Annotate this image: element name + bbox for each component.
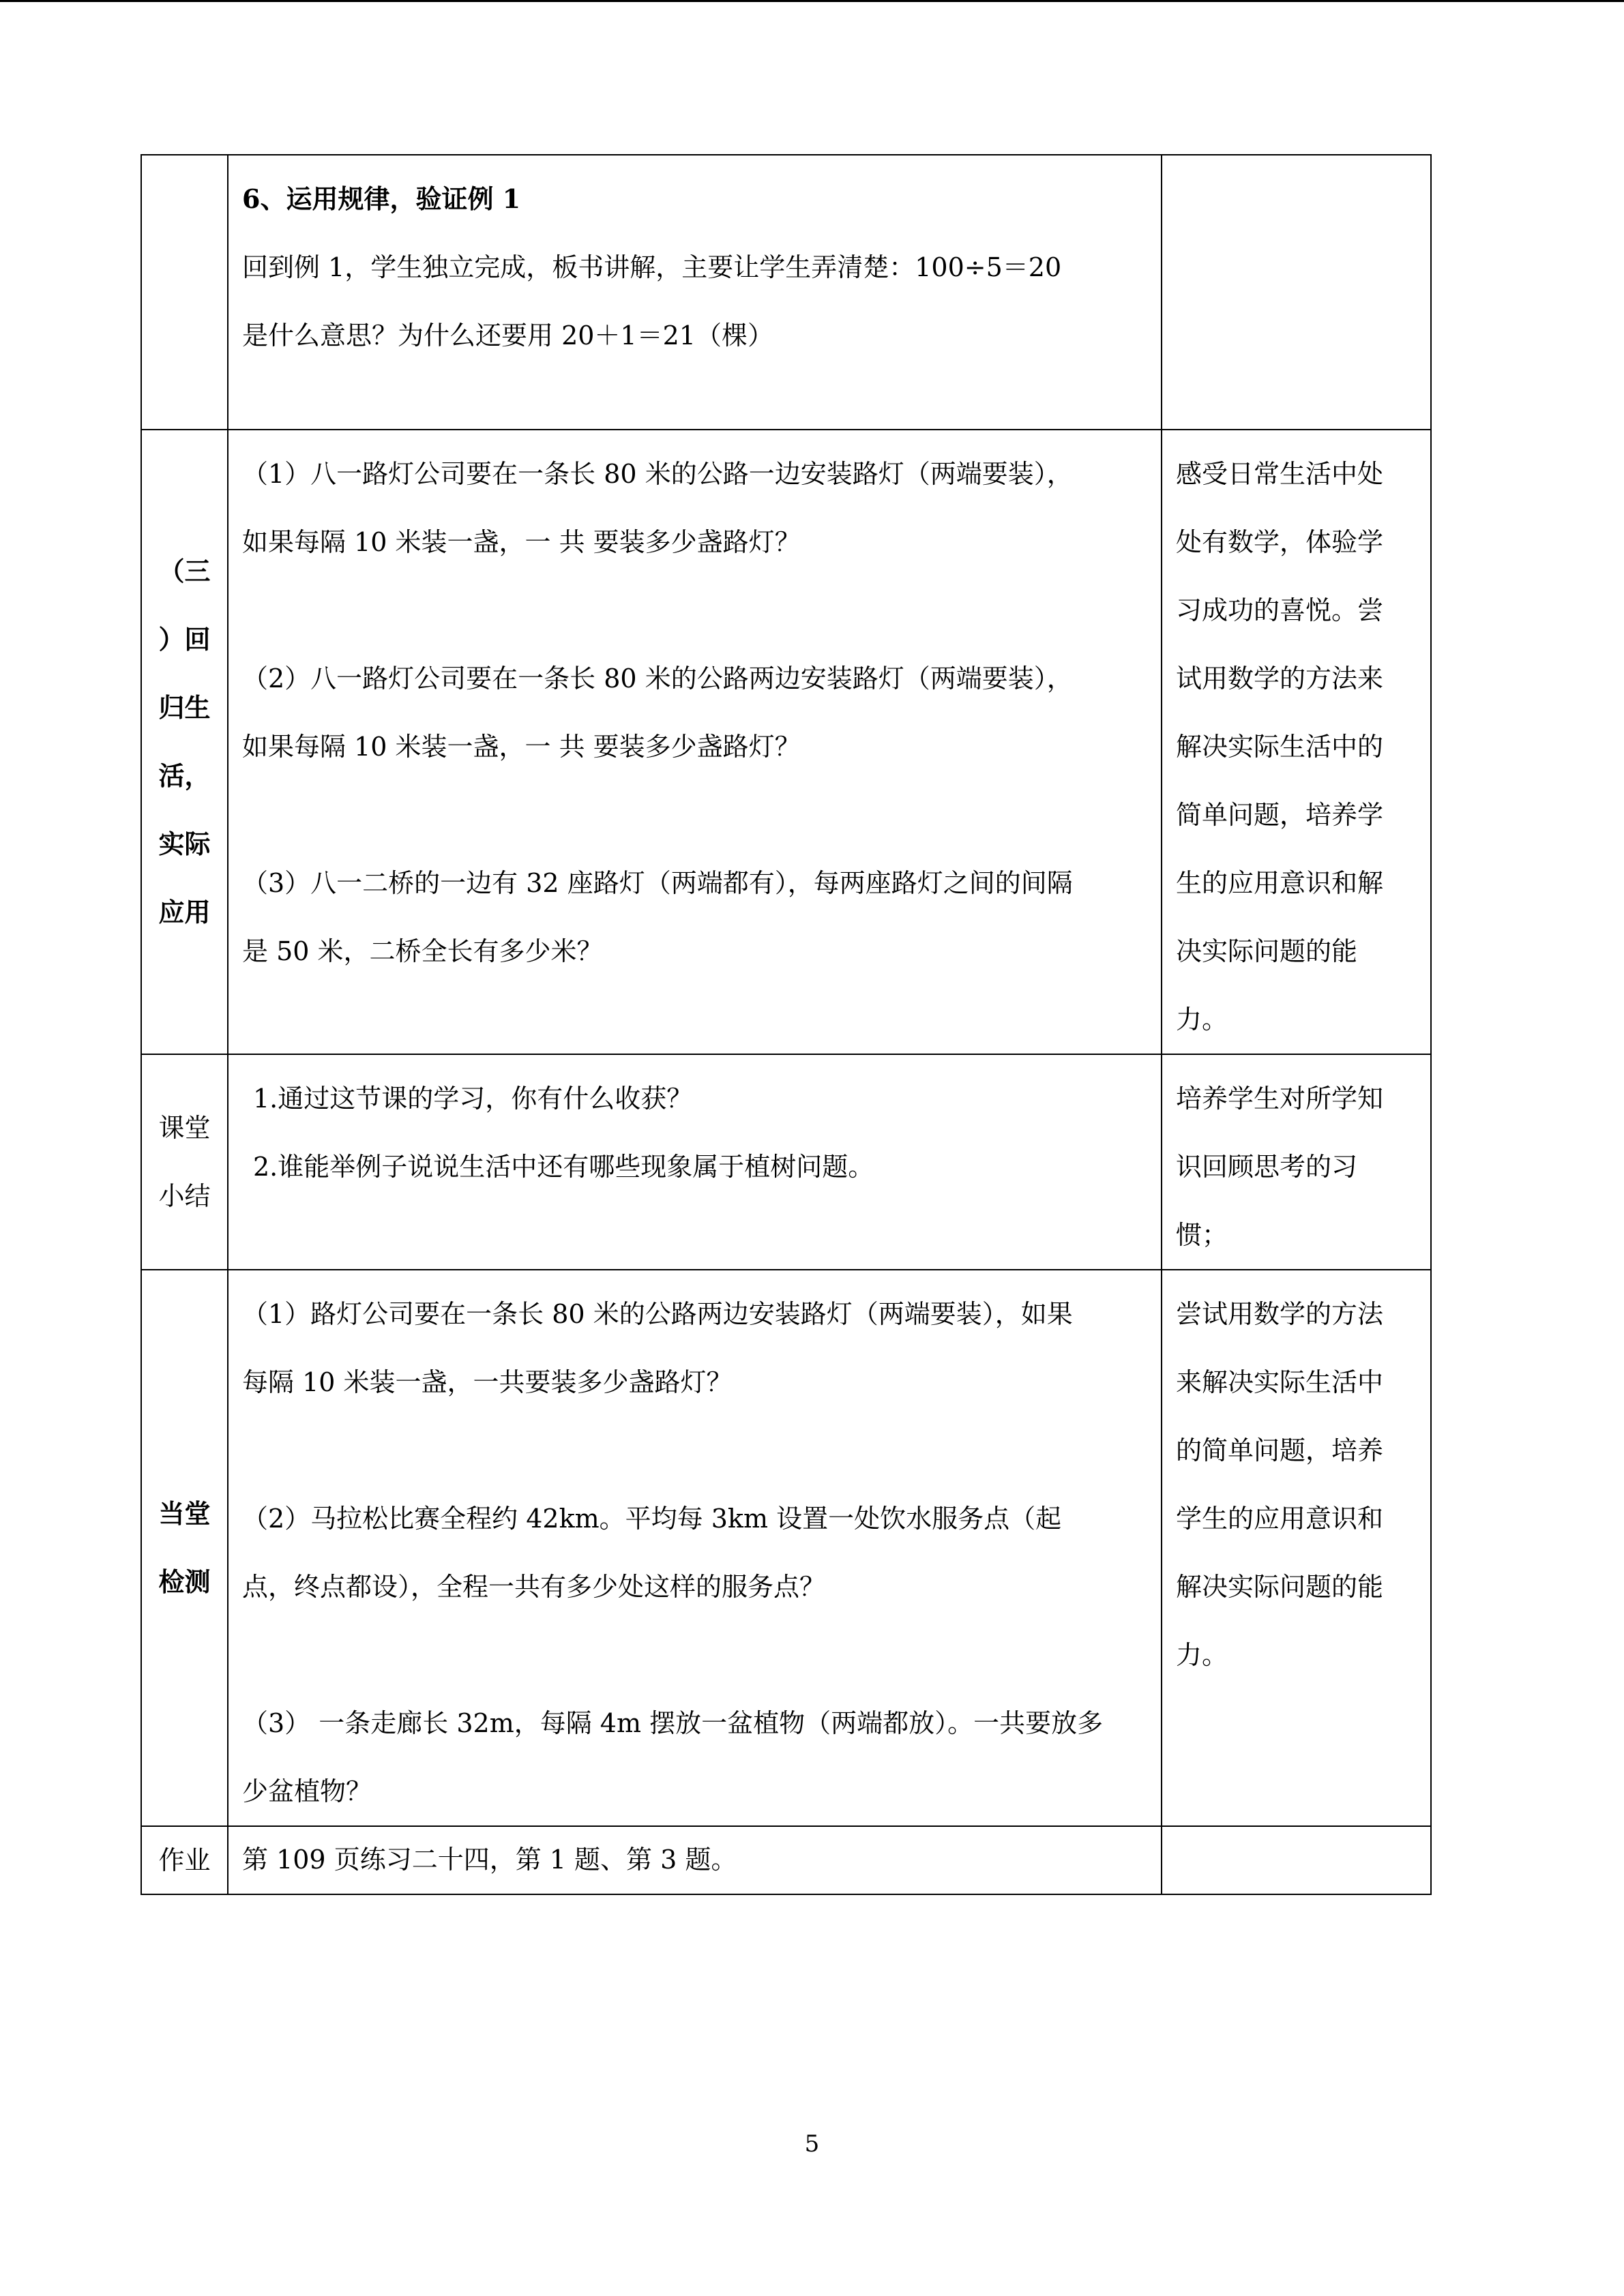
note-line: 感受日常生活中处 <box>1176 459 1384 489</box>
verify-line: 回到例 1，学生独立完成，板书讲解，主要让学生弄清楚：100÷5＝20 <box>242 252 1062 282</box>
row-homework-note <box>1162 1826 1431 1894</box>
row-test <box>141 1270 1431 1826</box>
note-line: 尝试用数学的方法 <box>1176 1299 1384 1329</box>
row-summary-note <box>1162 1054 1431 1270</box>
verify-heading: 6、运用规律，验证例 1 <box>242 183 521 214</box>
row-summary-content <box>228 1054 1162 1270</box>
test-q3-line: （3） 一条走廊长 32m，每隔 4m 摆放一盆植物（两端都放）。一共要放多 <box>242 1708 1104 1738</box>
row-test-content <box>228 1270 1162 1826</box>
note-line: 来解决实际生活中 <box>1176 1367 1384 1397</box>
label-line: 归生 <box>158 692 211 723</box>
row-apply-note <box>1162 430 1431 1054</box>
row-apply-content <box>228 430 1162 1054</box>
note-line: 解决实际生活中的 <box>1176 732 1384 762</box>
note-line: 决实际问题的能 <box>1176 936 1358 966</box>
note-line: 惯； <box>1176 1220 1228 1250</box>
apply-q3-line: 是 50 米，二桥全长有多少米？ <box>242 936 603 966</box>
label-line: 实际 <box>158 829 211 859</box>
label-line: （三 <box>158 556 211 586</box>
row-verify-content <box>228 155 1162 430</box>
note-line: 处有数学，体验学 <box>1176 527 1384 557</box>
verify-line: 是什么意思？为什么还要用 20＋1＝21（棵） <box>242 320 773 351</box>
label-line: 课堂 <box>158 1113 211 1143</box>
note-line: 简单问题，培养学 <box>1176 800 1384 830</box>
apply-q3-line: （3）八一二桥的一边有 32 座路灯（两端都有），每两座路灯之间的间隔 <box>242 868 1073 898</box>
label-line: 活， <box>158 760 211 791</box>
test-q3-line: 少盆植物？ <box>242 1776 372 1806</box>
row-homework-content: 第 109 页练习二十四，第 1 题、第 3 题。 <box>228 1826 1162 1894</box>
note-line: 的简单问题，培养 <box>1176 1435 1384 1465</box>
label-line: 检测 <box>158 1566 211 1597</box>
row-summary-label <box>141 1054 228 1270</box>
lesson-plan-table <box>141 154 1432 1895</box>
apply-q1-line: 如果每隔 10 米装一盏，一 共 要装多少盏路灯？ <box>242 527 801 557</box>
label-line: 当堂 <box>158 1498 211 1529</box>
row-apply-label <box>141 430 228 1054</box>
note-line: 试用数学的方法来 <box>1176 664 1384 694</box>
test-q2-line: （2）马拉松比赛全程约 42km。平均每 3km 设置一处饮水服务点（起 <box>242 1504 1062 1534</box>
summary-item: 2.谁能举例子说说生活中还有哪些现象属于植树问题。 <box>253 1152 874 1182</box>
apply-q1-line: （1）八一路灯公司要在一条长 80 米的公路一边安装路灯（两端要装）， <box>242 459 1073 489</box>
note-line: 力。 <box>1176 1640 1228 1670</box>
note-line: 识回顾思考的习 <box>1176 1152 1358 1182</box>
row-test-note <box>1162 1270 1431 1826</box>
row-homework-label: 作业 <box>141 1826 228 1894</box>
row-summary <box>141 1054 1431 1270</box>
summary-item: 1.通过这节课的学习，你有什么收获？ <box>253 1084 693 1114</box>
note-line: 解决实际问题的能 <box>1176 1572 1384 1602</box>
top-border-line <box>0 0 1624 2</box>
test-q1-line: 每隔 10 米装一盏，一共要装多少盏路灯？ <box>242 1367 733 1397</box>
page-number: 5 <box>804 2130 820 2158</box>
row-verify-label <box>141 155 228 430</box>
row-homework <box>141 1826 1431 1894</box>
apply-q2-line: （2）八一路灯公司要在一条长 80 米的公路两边安装路灯（两端要装）， <box>242 664 1073 694</box>
label-line: 小结 <box>158 1181 211 1211</box>
note-line: 习成功的喜悦。尝 <box>1176 595 1384 625</box>
test-q2-line: 点，终点都设），全程一共有多少处这样的服务点？ <box>242 1572 826 1602</box>
note-line: 培养学生对所学知 <box>1176 1084 1384 1114</box>
row-verify-note <box>1162 155 1431 430</box>
label-line: ）回 <box>158 624 211 655</box>
row-verify <box>141 155 1431 430</box>
label-line: 应用 <box>158 897 211 927</box>
row-test-label <box>141 1270 228 1826</box>
note-line: 力。 <box>1176 1004 1228 1034</box>
apply-q2-line: 如果每隔 10 米装一盏，一 共 要装多少盏路灯？ <box>242 732 801 762</box>
note-line: 学生的应用意识和 <box>1176 1504 1384 1534</box>
note-line: 生的应用意识和解 <box>1176 868 1384 898</box>
test-q1-line: （1）路灯公司要在一条长 80 米的公路两边安装路灯（两端要装），如果 <box>242 1299 1073 1329</box>
row-apply <box>141 430 1431 1054</box>
